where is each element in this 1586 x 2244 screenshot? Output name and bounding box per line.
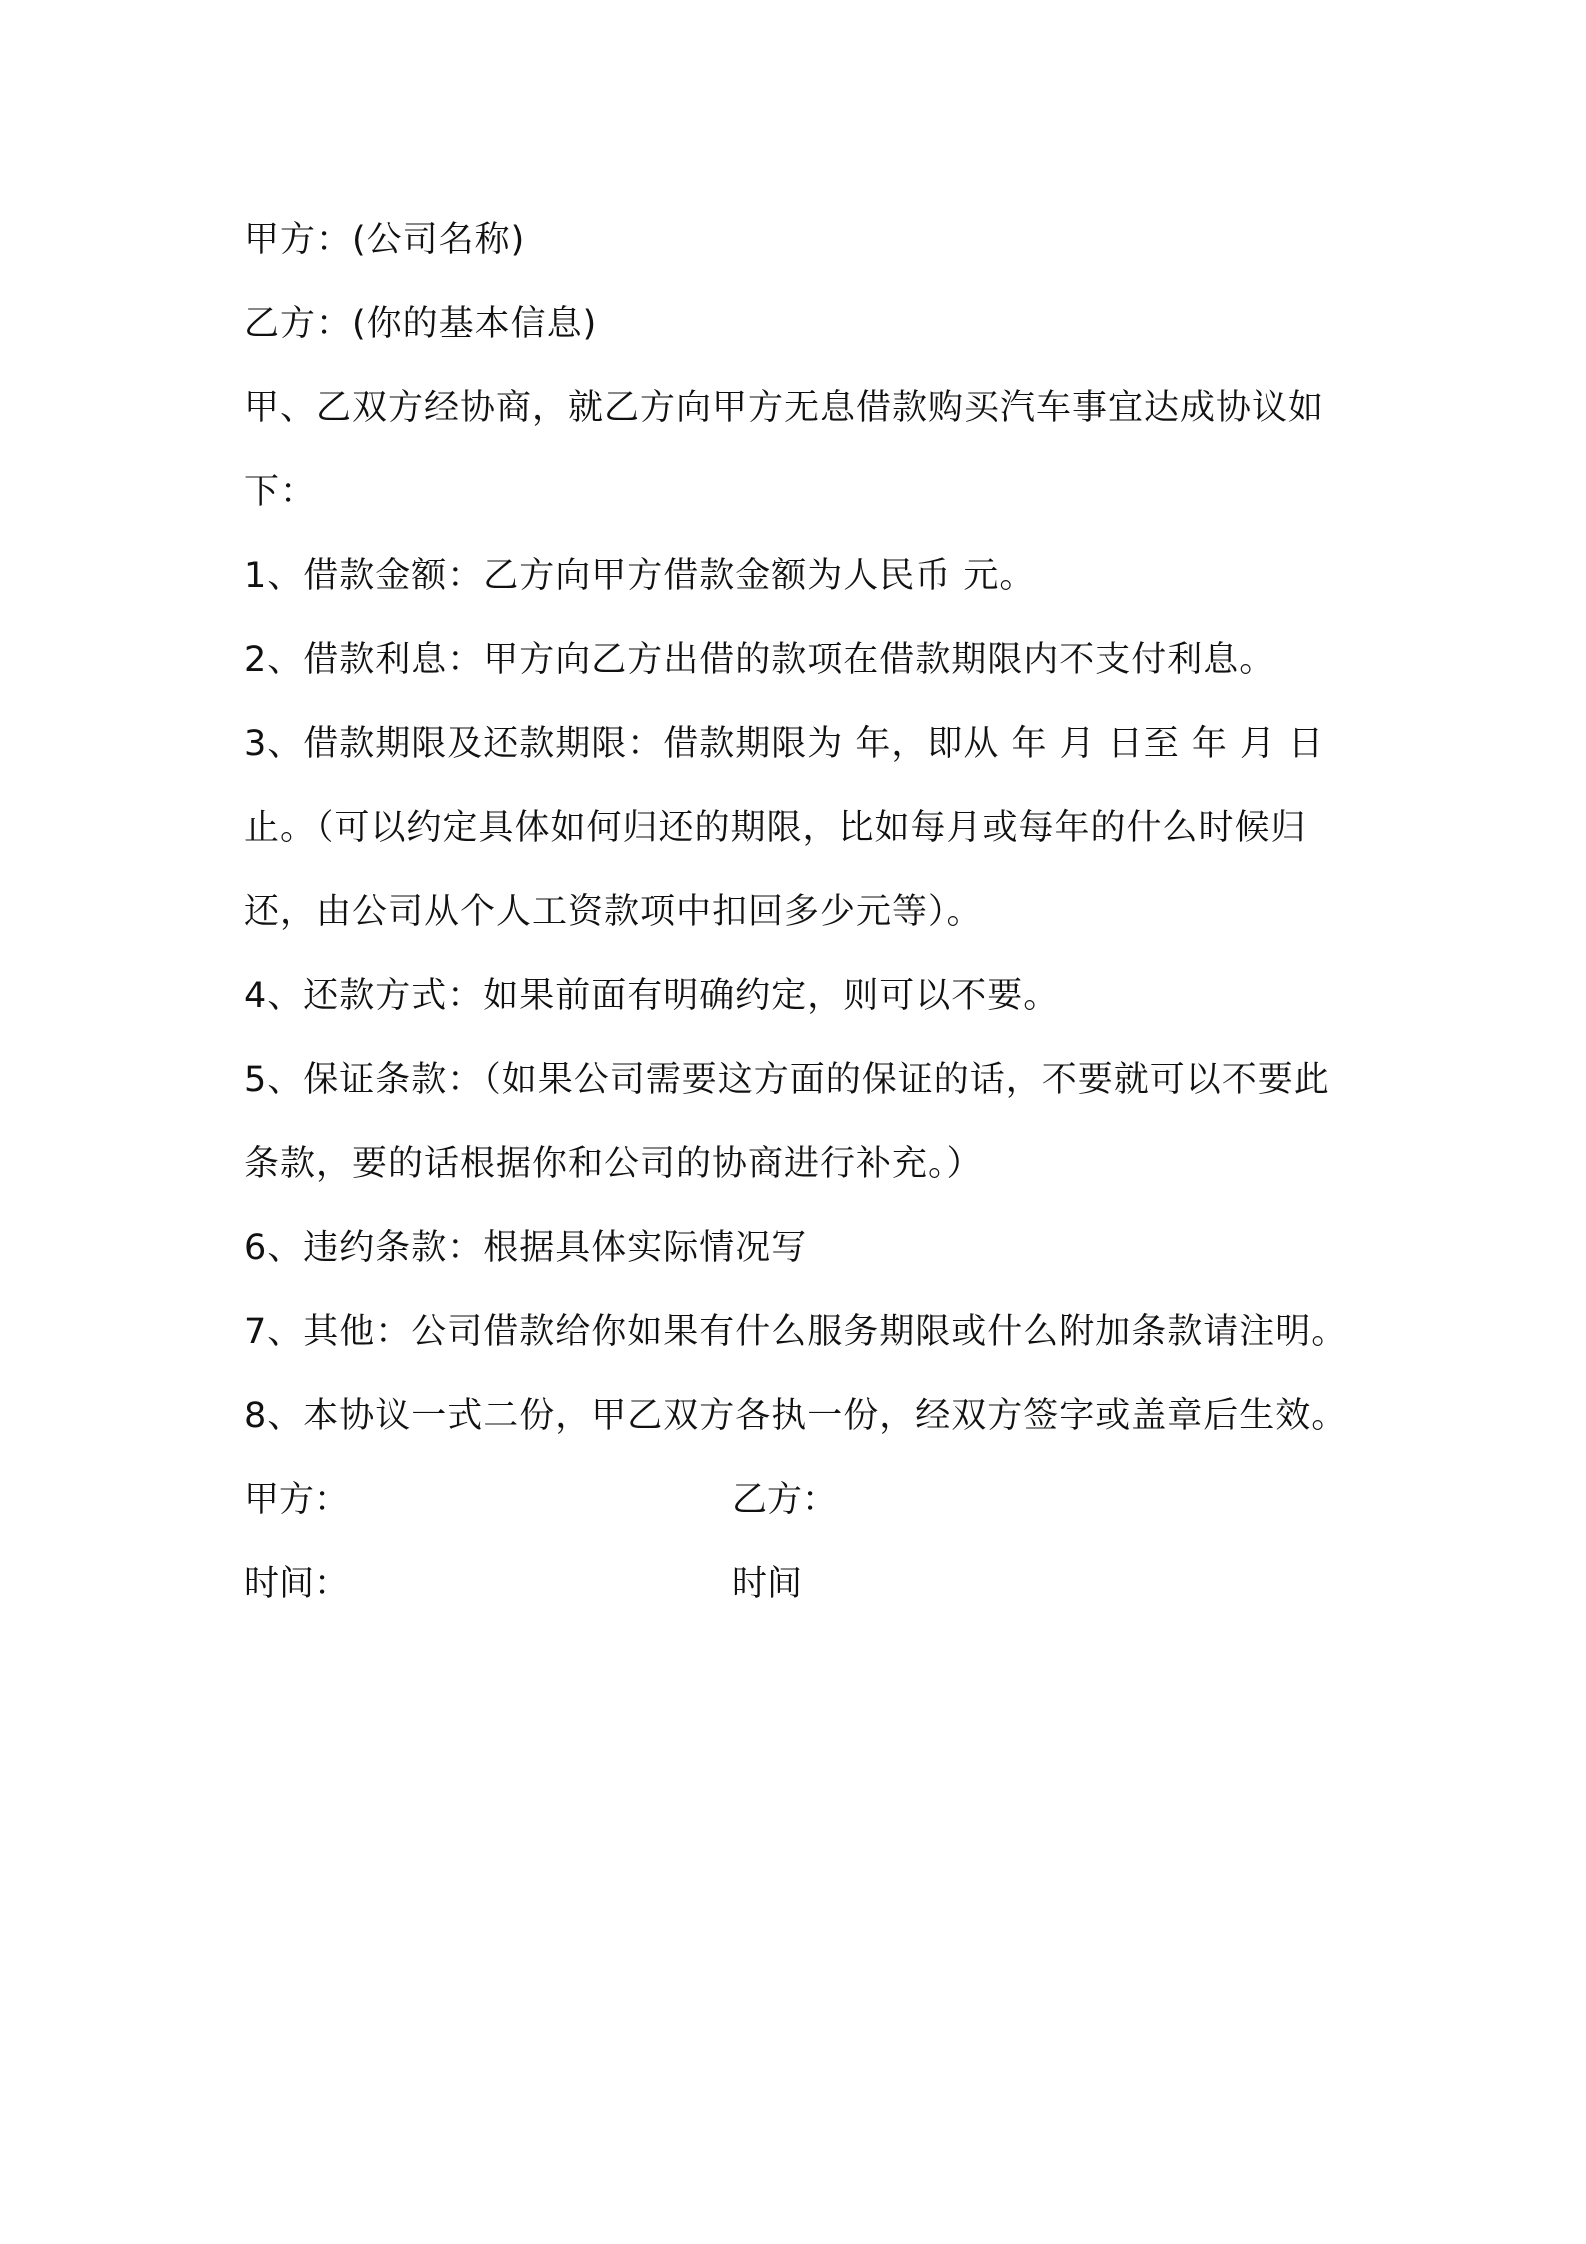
- party-a-signature-label: 甲方：: [244, 1480, 350, 1520]
- date-row: [244, 1542, 1374, 1626]
- intro-paragraph: 甲、乙双方经协商，就乙方向甲方无息借款购买汽车事宜达成协议如下：: [244, 388, 1325, 512]
- clause-6: 6、违约条款：根据具体实际情况写: [244, 1228, 808, 1268]
- clause-1: 1、借款金额：乙方向甲方借款金额为人民币 元。: [244, 556, 1036, 596]
- clause-7: 7、其他：公司借款给你如果有什么服务期限或什么附加条款请注明。: [244, 1312, 1348, 1352]
- clause-5: 5、保证条款：（如果公司需要这方面的保证的话，不要就可以不要此条款，要的话根据你和公司的协商进行补充。）: [244, 1060, 1330, 1184]
- clause-2: 2、借款利息：甲方向乙方出借的款项在借款期限内不支付利息。: [244, 640, 1276, 680]
- clause-8: 8、本协议一式二份，甲乙双方各执一份，经双方签字或盖章后生效。: [244, 1396, 1348, 1436]
- clause-4: 4、还款方式：如果前面有明确约定，则可以不要。: [244, 976, 1060, 1016]
- clause-3: 3、借款期限及还款期限：借款期限为 年，即从 年 月 日至 年 月 日止。（可以约定具体如何归还的期限，比如每月或每年的什么时候归还，由公司从个人工资款项中扣回多少元等）。: [244, 724, 1325, 932]
- party-a-line: 甲方：(公司名称): [244, 220, 526, 260]
- party-b-time-label: 时间: [732, 1564, 803, 1604]
- party-b-signature-label: 乙方：: [732, 1480, 838, 1520]
- party-b-line: 乙方：(你的基本信息): [244, 304, 598, 344]
- agreement-content: [244, 198, 1374, 1626]
- signature-row: [244, 1458, 1374, 1542]
- party-a-time-label: 时间：: [244, 1564, 350, 1604]
